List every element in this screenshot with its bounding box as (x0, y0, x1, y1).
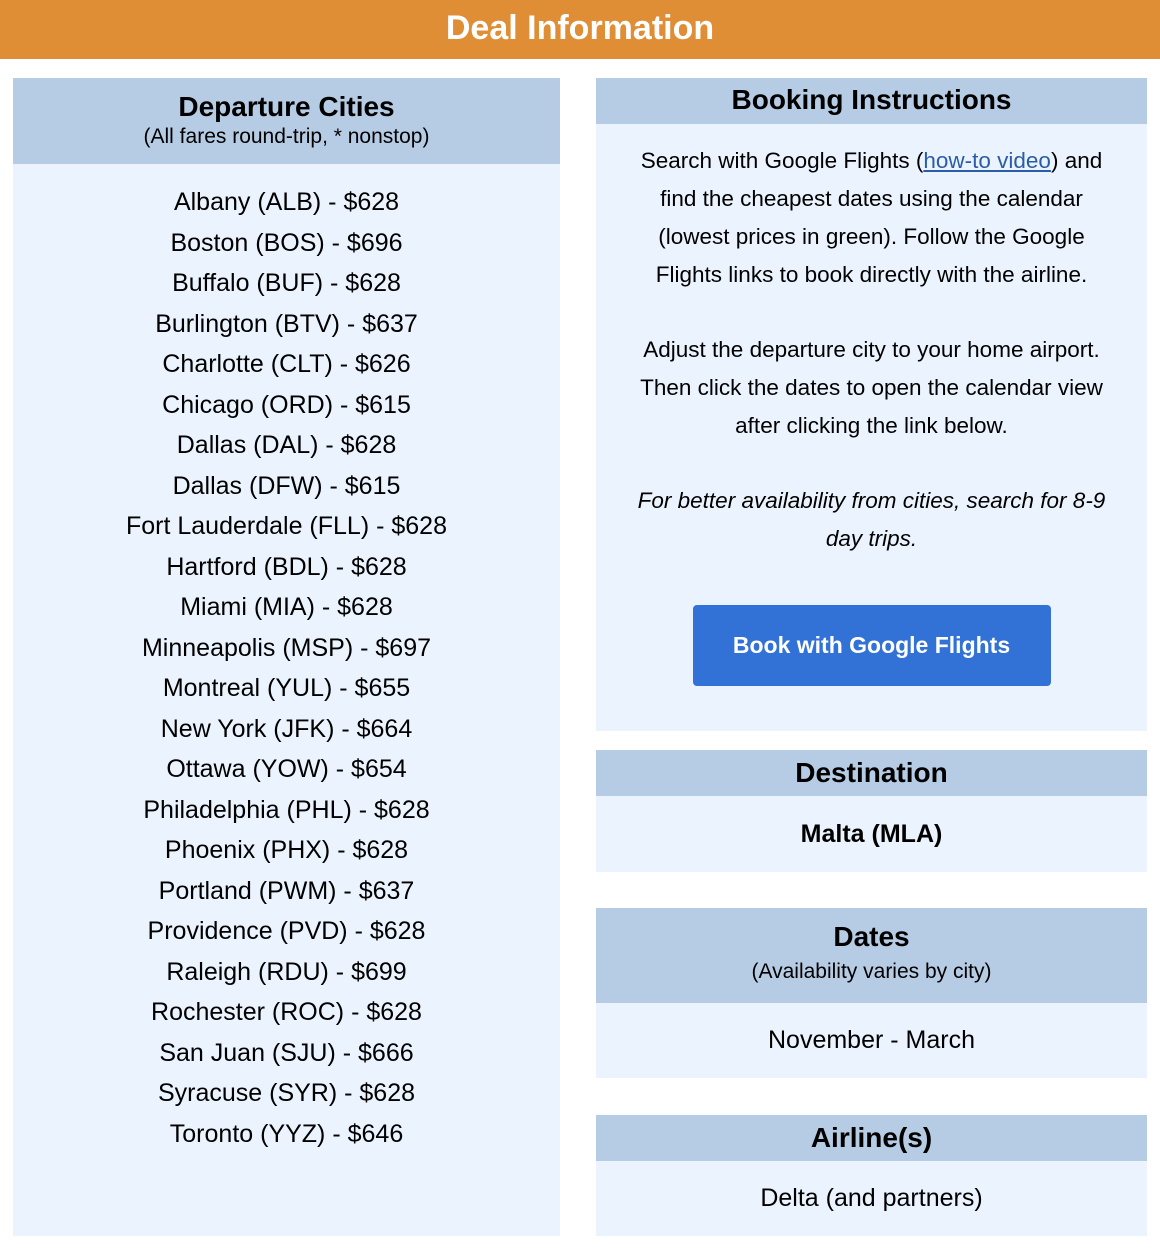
book-with-google-flights-button[interactable]: Book with Google Flights (693, 605, 1051, 686)
city-item: Rochester (ROC) - $628 (151, 998, 422, 1026)
dates-header (596, 908, 1147, 1003)
airline-value: Delta (and partners) (596, 1161, 1147, 1236)
departure-cities-title: Departure Cities (178, 91, 395, 122)
city-item: Buffalo (BUF) - $628 (172, 269, 401, 297)
how-to-video-link[interactable]: how-to video (923, 148, 1051, 173)
city-item: New York (JFK) - $664 (160, 714, 413, 743)
departure-cities-subtitle: (All fares round-trip, * nonstop) (143, 125, 430, 148)
city-item: Syracuse (SYR) - $628 (157, 1079, 416, 1107)
departure-cities-list (13, 164, 560, 1236)
airline-title: Airline(s) (810, 1122, 933, 1153)
destination-value: Malta (MLA) (596, 796, 1147, 872)
destination-panel (596, 750, 1147, 872)
city-item: Burlington (BTV) - $637 (155, 309, 418, 338)
destination-title: Destination (795, 757, 948, 788)
city-item: Phoenix (PHX) - $628 (164, 836, 409, 864)
instructions-tip: For better availability from cities, search for 8-9 day trips. (637, 488, 1106, 551)
city-item: Charlotte (CLT) - $626 (162, 350, 411, 378)
booking-instructions-header (596, 78, 1147, 124)
city-item: Hartford (BDL) - $628 (166, 552, 407, 581)
deal-information-banner (0, 0, 1160, 59)
city-item: Ottawa (YOW) - $654 (166, 755, 407, 783)
city-item: Albany (ALB) - $628 (173, 188, 400, 216)
instructions-paragraph-2: Adjust the departure city to your home airport. Then click the dates to open the calendar view after clicking the link below. (640, 337, 1103, 438)
city-item: Raleigh (RDU) - $699 (166, 957, 407, 986)
departure-cities-panel (13, 78, 560, 1236)
booking-instructions-panel (596, 78, 1147, 731)
city-item: Portland (PWM) - $637 (158, 876, 415, 905)
instructions-text: Search with Google Flights ( (640, 148, 924, 173)
city-item: Miami (MIA) - $628 (180, 593, 393, 621)
departure-cities-header (13, 78, 560, 164)
city-item: San Juan (SJU) - $666 (159, 1038, 414, 1067)
airline-panel (596, 1115, 1147, 1236)
dates-panel (596, 908, 1147, 1078)
dates-value: November - March (596, 1003, 1147, 1078)
dates-title: Dates (833, 921, 910, 952)
city-item: Philadelphia (PHL) - $628 (143, 795, 430, 824)
city-item: Dallas (DAL) - $628 (176, 431, 397, 459)
instructions-text: ) and find the cheapest dates using the calendar (lowest prices in green). Follow the Google Flights links to book directly with the airline. (655, 148, 1103, 287)
banner-title: Deal Information (445, 9, 715, 47)
instructions-paragraph-1 (634, 142, 1109, 294)
city-item: Toronto (YYZ) - $646 (169, 1119, 404, 1148)
city-item: Providence (PVD) - $628 (147, 917, 426, 945)
destination-header (596, 750, 1147, 796)
city-item: Fort Lauderdale (FLL) - $628 (125, 512, 447, 540)
city-item: Chicago (ORD) - $615 (162, 390, 411, 419)
airline-header (596, 1115, 1147, 1161)
city-item: Montreal (YUL) - $655 (162, 674, 411, 702)
booking-instructions-body (596, 124, 1147, 731)
city-item: Dallas (DFW) - $615 (172, 471, 401, 500)
city-item: Minneapolis (MSP) - $697 (141, 633, 431, 662)
dates-subtitle: (Availability varies by city) (751, 960, 992, 983)
booking-instructions-title: Booking Instructions (731, 84, 1012, 115)
city-item: Boston (BOS) - $696 (170, 228, 403, 257)
